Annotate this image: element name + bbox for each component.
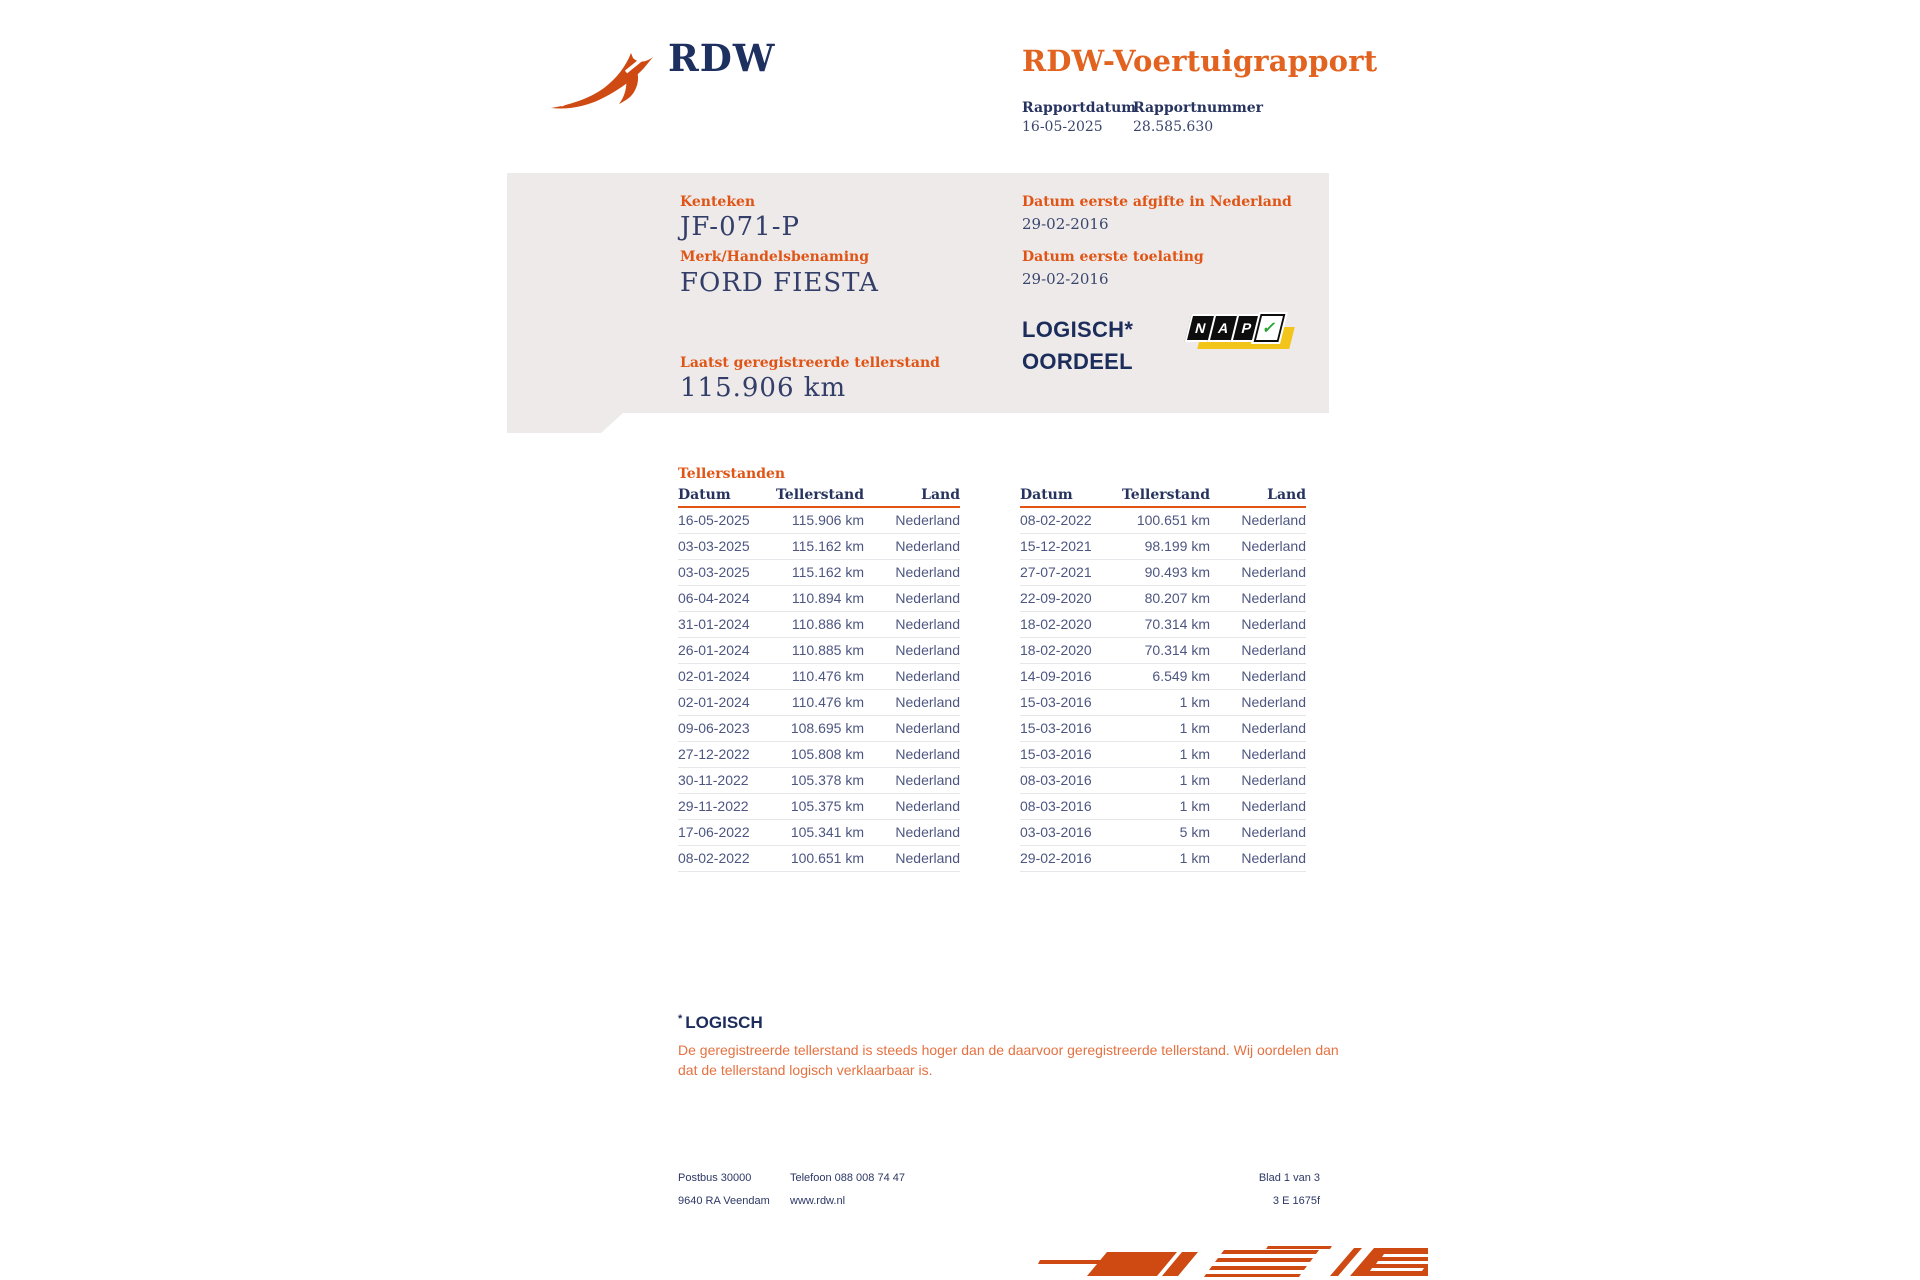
cell-land: Nederland <box>895 642 960 658</box>
nap-letter-p: P <box>1231 314 1263 342</box>
cell-datum: 02-01-2024 <box>678 694 750 710</box>
cell-land: Nederland <box>1241 590 1306 606</box>
cell-tellerstand: 6.549 km <box>1152 668 1210 684</box>
cell-land: Nederland <box>895 746 960 762</box>
cell-land: Nederland <box>1241 824 1306 840</box>
footnote-text <box>678 1040 1358 1080</box>
footer-phone: Telefoon 088 008 74 47 <box>790 1172 905 1184</box>
cell-datum: 03-03-2025 <box>678 564 750 580</box>
oordeel-line1: LOGISCH* <box>1022 317 1134 342</box>
cell-datum: 08-03-2016 <box>1020 798 1092 814</box>
cell-tellerstand: 5 km <box>1179 824 1210 840</box>
report-date-label: Rapportdatum <box>1022 100 1137 116</box>
table-row <box>1020 794 1306 820</box>
cell-datum: 17-06-2022 <box>678 824 750 840</box>
table-body <box>678 508 960 872</box>
table-row <box>678 794 960 820</box>
cell-datum: 27-07-2021 <box>1020 564 1092 580</box>
cell-land: Nederland <box>1241 668 1306 684</box>
table-row <box>1020 846 1306 872</box>
table-body <box>1020 508 1306 872</box>
cell-tellerstand: 1 km <box>1179 798 1210 814</box>
cell-tellerstand: 115.906 km <box>791 512 864 528</box>
cell-land: Nederland <box>895 720 960 736</box>
table-row <box>678 690 960 716</box>
afgifte-value: 29-02-2016 <box>1022 215 1109 233</box>
column-header-tellerstand: Tellerstand <box>1121 487 1210 503</box>
table-row <box>678 638 960 664</box>
summary-panel <box>507 173 1329 433</box>
tellerstanden-table-right <box>1020 487 1306 872</box>
tellerstanden-heading: Tellerstanden <box>678 466 786 482</box>
report-date-value: 16-05-2025 <box>1022 119 1103 135</box>
table-row <box>678 560 960 586</box>
cell-datum: 02-01-2024 <box>678 668 750 684</box>
cell-tellerstand: 110.476 km <box>791 668 864 684</box>
cell-datum: 08-03-2016 <box>1020 772 1092 788</box>
column-header-land: Land <box>1267 487 1306 503</box>
rdw-feather-logo-icon <box>549 50 661 112</box>
cell-land: Nederland <box>895 616 960 632</box>
cell-land: Nederland <box>1241 798 1306 814</box>
speed-lines-graphic <box>1032 1244 1428 1280</box>
cell-tellerstand: 110.885 km <box>791 642 864 658</box>
tellerstand-value: 115.906 km <box>680 373 847 403</box>
cell-tellerstand: 1 km <box>1179 694 1210 710</box>
cell-land: Nederland <box>895 590 960 606</box>
cell-land: Nederland <box>1241 564 1306 580</box>
cell-land: Nederland <box>1241 772 1306 788</box>
cell-datum: 27-12-2022 <box>678 746 750 762</box>
cell-tellerstand: 110.894 km <box>791 590 864 606</box>
cell-land: Nederland <box>1241 512 1306 528</box>
cell-tellerstand: 105.375 km <box>790 798 864 814</box>
cell-tellerstand: 115.162 km <box>791 564 864 580</box>
table-row <box>678 508 960 534</box>
kenteken-label: Kenteken <box>680 194 756 210</box>
footnote-heading-text: LOGISCH <box>685 1013 763 1032</box>
table-row <box>678 612 960 638</box>
footnote-star: * <box>678 1013 683 1025</box>
cell-datum: 26-01-2024 <box>678 642 750 658</box>
cell-tellerstand: 80.207 km <box>1144 590 1210 606</box>
column-header-tellerstand: Tellerstand <box>775 487 864 503</box>
table-row <box>1020 690 1306 716</box>
table-row <box>1020 560 1306 586</box>
cell-tellerstand: 1 km <box>1179 850 1210 866</box>
column-header-land: Land <box>921 487 960 503</box>
tellerstanden-table-left <box>678 487 960 872</box>
footer-address-line1: Postbus 30000 <box>678 1172 752 1184</box>
cell-land: Nederland <box>895 512 960 528</box>
table-row <box>1020 612 1306 638</box>
cell-datum: 16-05-2025 <box>678 512 750 528</box>
table-row <box>1020 586 1306 612</box>
table-header <box>1020 487 1306 508</box>
cell-land: Nederland <box>1241 746 1306 762</box>
cell-datum: 08-02-2022 <box>678 850 750 866</box>
cell-datum: 18-02-2020 <box>1020 616 1092 632</box>
cell-datum: 14-09-2016 <box>1020 668 1092 684</box>
cell-tellerstand: 105.808 km <box>790 746 864 762</box>
cell-tellerstand: 90.493 km <box>1144 564 1210 580</box>
kenteken-value: JF-071-P <box>680 212 800 242</box>
rdw-logotype: RDW <box>668 36 776 80</box>
afgifte-label: Datum eerste afgifte in Nederland <box>1022 194 1292 210</box>
toelating-label: Datum eerste toelating <box>1022 249 1204 265</box>
column-header-datum: Datum <box>1020 487 1073 503</box>
table-row <box>1020 768 1306 794</box>
cell-tellerstand: 1 km <box>1179 720 1210 736</box>
table-row <box>1020 534 1306 560</box>
cell-land: Nederland <box>895 668 960 684</box>
cell-land: Nederland <box>1241 694 1306 710</box>
cell-tellerstand: 108.695 km <box>790 720 864 736</box>
table-row <box>678 534 960 560</box>
cell-tellerstand: 98.199 km <box>1144 538 1210 554</box>
table-row <box>678 664 960 690</box>
cell-datum: 15-03-2016 <box>1020 746 1092 762</box>
cell-land: Nederland <box>1241 538 1306 554</box>
merk-label: Merk/Handelsbenaming <box>680 249 870 265</box>
nap-logo <box>1188 314 1298 356</box>
cell-datum: 09-06-2023 <box>678 720 750 736</box>
cell-land: Nederland <box>895 538 960 554</box>
cell-datum: 15-03-2016 <box>1020 720 1092 736</box>
table-row <box>1020 664 1306 690</box>
footnote-line: De geregistreerde tellerstand is steeds hoger dan de daarvoor geregistreerde tellerstand. Wij oordelen dan <box>678 1042 1339 1058</box>
cell-datum: 31-01-2024 <box>678 616 750 632</box>
cell-tellerstand: 100.651 km <box>1136 512 1210 528</box>
cell-datum: 03-03-2025 <box>678 538 750 554</box>
cell-datum: 15-12-2021 <box>1020 538 1092 554</box>
cell-land: Nederland <box>1241 720 1306 736</box>
footer-website: www.rdw.nl <box>790 1195 846 1207</box>
cell-tellerstand: 105.378 km <box>790 772 864 788</box>
report-number-label: Rapportnummer <box>1133 100 1264 116</box>
cell-land: Nederland <box>895 564 960 580</box>
footnote-line: dat de tellerstand logisch verklaarbaar is. <box>678 1062 933 1078</box>
table-row <box>678 820 960 846</box>
table-row <box>678 586 960 612</box>
nap-letter-a: A <box>1208 314 1240 342</box>
footnote-heading <box>678 1013 763 1033</box>
cell-land: Nederland <box>895 694 960 710</box>
report-number-value: 28.585.630 <box>1133 119 1214 135</box>
cell-tellerstand: 70.314 km <box>1144 642 1210 658</box>
cell-datum: 29-02-2016 <box>1020 850 1092 866</box>
nap-check-icon: ✓ <box>1254 314 1286 342</box>
table-row <box>678 846 960 872</box>
cell-tellerstand: 1 km <box>1179 772 1210 788</box>
cell-tellerstand: 115.162 km <box>791 538 864 554</box>
cell-land: Nederland <box>895 824 960 840</box>
footer-doc-code: 3 E 1675f <box>1272 1195 1320 1207</box>
table-row <box>1020 742 1306 768</box>
cell-datum: 18-02-2020 <box>1020 642 1092 658</box>
footer-address-line2: 9640 RA Veendam <box>678 1195 770 1207</box>
table-row <box>678 716 960 742</box>
column-header-datum: Datum <box>678 487 731 503</box>
oordeel-line2: OORDEEL <box>1022 349 1133 374</box>
nap-letter-n: N <box>1185 314 1217 342</box>
table-row <box>678 768 960 794</box>
cell-datum: 06-04-2024 <box>678 590 750 606</box>
cell-land: Nederland <box>1241 642 1306 658</box>
table-row <box>1020 638 1306 664</box>
cell-datum: 22-09-2020 <box>1020 590 1092 606</box>
cell-datum: 08-02-2022 <box>1020 512 1092 528</box>
cell-datum: 30-11-2022 <box>678 772 749 788</box>
cell-land: Nederland <box>1241 616 1306 632</box>
toelating-value: 29-02-2016 <box>1022 270 1109 288</box>
table-row <box>1020 820 1306 846</box>
cell-datum: 29-11-2022 <box>678 798 749 814</box>
cell-datum: 03-03-2016 <box>1020 824 1092 840</box>
table-row <box>678 742 960 768</box>
cell-tellerstand: 1 km <box>1179 746 1210 762</box>
cell-tellerstand: 105.341 km <box>790 824 864 840</box>
cell-tellerstand: 100.651 km <box>790 850 864 866</box>
nap-tiles <box>1188 314 1280 342</box>
footer-page-number: Blad 1 van 3 <box>1258 1172 1320 1184</box>
tellerstand-label: Laatst geregistreerde tellerstand <box>680 355 940 371</box>
cell-datum: 15-03-2016 <box>1020 694 1092 710</box>
cell-land: Nederland <box>1241 850 1306 866</box>
table-row <box>1020 716 1306 742</box>
cell-land: Nederland <box>895 772 960 788</box>
cell-tellerstand: 110.886 km <box>791 616 864 632</box>
cell-tellerstand: 70.314 km <box>1144 616 1210 632</box>
cell-land: Nederland <box>895 850 960 866</box>
cell-tellerstand: 110.476 km <box>791 694 864 710</box>
cell-land: Nederland <box>895 798 960 814</box>
page-title: RDW-Voertuigrapport <box>1022 44 1378 78</box>
table-row <box>1020 508 1306 534</box>
table-header <box>678 487 960 508</box>
merk-value: FORD FIESTA <box>680 268 879 298</box>
